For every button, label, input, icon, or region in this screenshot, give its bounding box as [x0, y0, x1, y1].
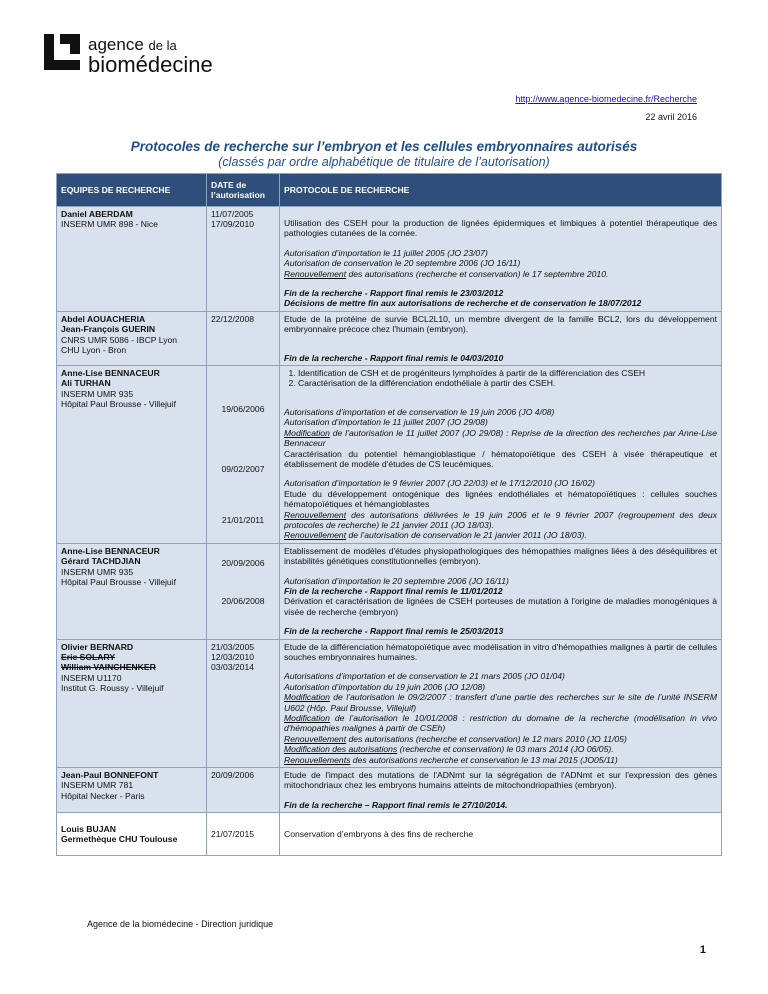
table-row	[57, 639, 722, 767]
team-name: Anne-Lise BENNACEUR	[61, 545, 160, 556]
auth-date: 20/09/2006	[221, 557, 265, 568]
protocol-cell	[280, 813, 722, 856]
header-url-link[interactable]: http://www.agence-biomedecine.fr/Recherche	[515, 94, 697, 104]
team-name: Germethèque CHU Toulouse	[61, 834, 178, 845]
team-name: Louis BUJAN	[61, 823, 116, 834]
protocol-note: Autorisations d’importation et de conservation le 19 juin 2006 (JO 4/08)	[284, 406, 555, 417]
logo-mark-icon	[40, 30, 84, 74]
auth-date: 21/01/2011	[221, 514, 265, 525]
date-cell	[207, 311, 280, 365]
auth-date: 21/07/2015	[211, 829, 255, 840]
team-name: Jean-Paul BONNEFONT	[61, 770, 159, 781]
protocol-note: Autorisations d’importation et de conservation le 21 mars 2005 (JO 01/04)	[284, 671, 565, 682]
protocol-note: Renouvellement des autorisations délivrées le 19 juin 2006 et le 9 février 2007 (regroupement des deux protocoles de recherche) le 21 janvier 2011 (JO 18/03).	[284, 509, 717, 530]
team-name: Olivier BERNARD	[61, 641, 134, 652]
team-name: Abdel AOUACHERIA	[61, 313, 146, 324]
protocol-note: Modification de l’autorisation le 10/01/2008 : restriction du domaine de la recherche (modélisation in vivo d'hémopathies malignes à partir de CSEh)	[284, 713, 717, 734]
protocol-end-note: Décisions de mettre fin aux autorisations de recherche et de conservation le 18/07/2012	[284, 298, 642, 309]
auth-date: 20/09/2006	[211, 770, 255, 781]
date-cell	[207, 207, 280, 312]
table-header-row	[57, 174, 722, 207]
protocol-note: Autorisation d’importation le 11 juillet 2005 (JO 23/07)	[284, 247, 488, 258]
team-lab: Hôpital Paul Brousse - Villejuif	[61, 399, 176, 410]
protocol-cell	[280, 207, 722, 312]
protocol-title: Etude de la protéine de survie BCL2L10, un membre divergent de la famille BCL2, lors du développement embryonnaire précoce chez l'humain (embryon).	[284, 313, 717, 335]
date-cell	[207, 543, 280, 639]
protocol-title: Etude du développement ontogénique des lignées endothéliales et hématopoïétiques : cellules souches hématopoïétiques et hémangioblastes	[284, 488, 717, 510]
protocol-note: Autorisation d’importation le 11 juillet 2007 (JO 29/08)	[284, 417, 488, 428]
agency-logo	[40, 30, 213, 80]
table-row	[57, 543, 722, 639]
auth-date: 22/12/2008	[211, 313, 255, 324]
team-lab: Hôpital Necker - Paris	[61, 790, 145, 801]
team-lab: INSERM UMR 935	[61, 388, 134, 399]
protocol-note: Autorisation d’importation le 9 février 2007 (JO 22/03) et le 17/12/2010 (JO 16/02)	[284, 478, 595, 489]
team-lab: INSERM U1170	[61, 672, 122, 683]
team-name: Ali TURHAN	[61, 378, 111, 389]
protocol-note: Autorisation d’importation le 20 septembre 2006 (JO 16/11)	[284, 575, 509, 586]
team-lab: Institut G. Roussy - Villejuif	[61, 683, 164, 694]
team-name: Jean-François GUERIN	[61, 324, 156, 335]
auth-date: 11/07/2005	[211, 209, 254, 219]
protocol-end-note: Fin de la recherche - Rapport final remis le 23/03/2012	[284, 288, 504, 299]
protocol-title: Etude de la différenciation hématopoïétique avec modélisation in vitro d'hémopathies malignes à partir de cellules souches embryonnaires humaines.	[284, 641, 717, 662]
protocol-end-note: Fin de la recherche - Rapport final remis le 04/03/2010	[284, 352, 504, 363]
auth-date: 20/06/2008	[221, 596, 265, 607]
table-row	[57, 366, 722, 544]
header-date: 22 avril 2016	[645, 112, 697, 122]
team-lab: INSERM UMR 781	[61, 780, 134, 791]
protocol-note: Renouvellement des autorisations (recherche et conservation) le 17 septembre 2010.	[284, 268, 609, 279]
team-cell	[57, 543, 207, 639]
col-header-equipes: EQUIPES DE RECHERCHE	[57, 174, 207, 207]
team-name: Gérard TACHDJIAN	[61, 556, 141, 567]
team-lab: INSERM UMR 935	[61, 566, 134, 577]
footer-text: Agence de la biomédecine - Direction juridique	[87, 919, 274, 929]
protocol-note: Autorisation d’importation du 19 juin 2006 (JO 12/08)	[284, 681, 486, 692]
protocol-note: Modification de l’autorisation le 11 juillet 2007 (JO 29/08) : Reprise de la direction des recherches par Anne-Lise Bennaceur	[284, 427, 717, 449]
protocol-end-note: Fin de la recherche - Rapport final remis le 11/01/2012	[284, 585, 503, 596]
team-cell	[57, 639, 207, 767]
protocol-note: Autorisation de conservation le 20 septembre 2006 (JO 16/11)	[284, 258, 521, 269]
protocol-note: Modification de l’autorisation le 09/2/2007 : transfert d’une partie des recherches sur le site de l’unité INSERM U602 (Hôp. Paul Brousse, Villejuif)	[284, 692, 717, 713]
table-row	[57, 768, 722, 813]
auth-date: 21/03/2005	[211, 641, 255, 652]
team-cell	[57, 207, 207, 312]
protocol-cell	[280, 311, 722, 365]
protocol-note: Renouvellements des autorisations recherche et conservation le 13 mai 2015 (JO05/11)	[284, 754, 618, 765]
date-cell	[207, 366, 280, 544]
protocol-cell	[280, 543, 722, 639]
col-header-protocole: PROTOCOLE DE RECHERCHE	[280, 174, 722, 207]
protocol-cell	[280, 639, 722, 767]
protocol-title: Caractérisation du potentiel hémangioblastique / hématopoïétique des CSEH à visée thérapeutique et établissement de modèle d'études de CS leucémiques.	[284, 448, 717, 469]
protocol-title: Etude de l'impact des mutations de l'ADNmt sur la ségrégation de l'ADNmt et sur l'expression des gènes mitochondriaux chez les embryons humains atteints de mitochondriopathies (embryon).	[284, 770, 717, 791]
team-cell	[57, 768, 207, 813]
logo-text-line1: agence de la	[88, 35, 177, 54]
protocol-cell	[280, 768, 722, 813]
date-cell	[207, 813, 280, 856]
team-cell	[57, 366, 207, 544]
col-header-date: DATE de l’autorisation	[207, 174, 280, 207]
auth-date: 19/06/2006	[221, 404, 265, 415]
team-name: William VAINCHENKER	[61, 662, 156, 673]
protocol-title: Conservation d’embryons à des fins de recherche	[284, 829, 474, 840]
date-cell	[207, 768, 280, 813]
team-cell	[57, 813, 207, 856]
team-cell	[57, 311, 207, 365]
table-row	[57, 813, 722, 856]
protocol-cell	[280, 366, 722, 544]
auth-date: 12/03/2010	[211, 652, 255, 662]
protocol-end-note: Fin de la recherche - Rapport final remis le 25/03/2013	[284, 626, 504, 637]
protocol-title: Dérivation et caractérisation de lignées de CSEH porteuses de mutation à l'origine de maladies monogéniques à visée de recherche (embryon)	[284, 596, 717, 617]
auth-date: 03/03/2014	[211, 662, 255, 673]
table-row	[57, 311, 722, 365]
list-item: 2. Caractérisation de la différenciation endothéliale à partir des CSEH.	[298, 378, 717, 388]
team-lab: CNRS UMR 5086 - IBCP Lyon	[61, 334, 178, 345]
protocol-title: Etablissement de modèles d'études physiopathologiques des hémopathies malignes liées à des déséquilibres et instabilités génétiques constitutionnelles (embryon).	[284, 545, 717, 567]
page-title: Protocoles de recherche sur l’embryon et les cellules embryonnaires autorisés	[130, 139, 638, 154]
protocol-note: Renouvellement des autorisations (recherche et conservation) le 12 mars 2010 (JO 11/05)	[284, 733, 627, 744]
team-name: Eric SOLARY	[61, 652, 116, 662]
logo-text-line2: biomédecine	[88, 52, 213, 77]
team-name: Daniel ABERDAM	[61, 209, 133, 219]
list-item: 1. Identification de CSH et de progéniteurs lymphoïdes à partir de la différenciation des CSEH	[298, 368, 717, 378]
table-row	[57, 207, 722, 312]
team-lab: Hôpital Paul Brousse - Villejuif	[61, 576, 176, 587]
team-lab: CHU Lyon - Bron	[61, 345, 127, 356]
protocol-title: Utilisation des CSEH pour la production de lignées épidermiques et limbiques à potentiel thérapeutique des pathologies cutanées de la cornée.	[284, 218, 717, 239]
page-subtitle: (classés par ordre alphabétique de titulaire de l’autorisation)	[218, 155, 550, 169]
protocols-table	[56, 173, 722, 856]
protocol-note: Modification des autorisations (recherche et conservation) le 03 mars 2014 (JO 06/05).	[284, 744, 614, 755]
protocol-note: Renouvellement de l’autorisation de conservation le 21 janvier 2011 (JO 18/03).	[284, 530, 587, 541]
page-number: 1	[699, 944, 706, 956]
team-lab: INSERM UMR 898 - Nice	[61, 219, 158, 230]
protocol-end-note: Fin de la recherche – Rapport final remis le 27/10/2014.	[284, 799, 508, 810]
auth-date: 17/09/2010	[211, 219, 255, 230]
team-name: Anne-Lise BENNACEUR	[61, 368, 160, 379]
auth-date: 09/02/2007	[221, 464, 265, 475]
date-cell	[207, 639, 280, 767]
